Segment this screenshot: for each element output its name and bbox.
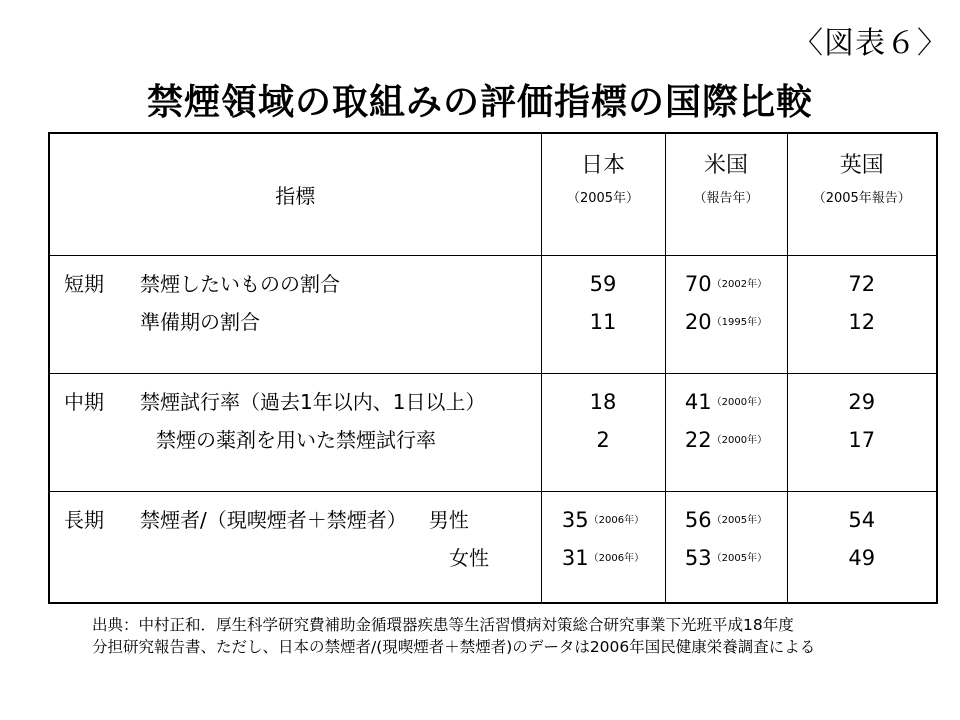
value-number: 18 [589, 389, 617, 414]
source-note [92, 614, 815, 658]
value-number: 56 [684, 507, 712, 532]
figure-label: 〈図表６〉 [793, 26, 948, 61]
table-header-row [49, 133, 937, 255]
gender-male: 男性 [428, 507, 469, 532]
table-row-long-term [49, 491, 937, 603]
category-mid-term: 中期 [64, 389, 104, 414]
cell-uk [787, 491, 937, 603]
cell-us [665, 255, 787, 373]
cell-japan [541, 491, 665, 603]
header-japan-sub: （2005年） [566, 191, 640, 206]
table-row-mid-term [49, 373, 937, 491]
value-year: （2000年） [711, 396, 768, 408]
category-short-term: 短期 [64, 271, 104, 296]
value-number: 41 [684, 389, 712, 414]
value-number: 17 [848, 427, 876, 452]
gender-female: 女性 [449, 545, 489, 570]
value-year: （2002年） [711, 278, 768, 290]
header-japan [541, 133, 665, 255]
cell-japan [541, 373, 665, 491]
value-number: 22 [684, 427, 712, 452]
header-us-sub: （報告年） [693, 191, 759, 206]
value-number: 72 [848, 271, 876, 296]
row-short-term-indicator [49, 255, 541, 373]
cell-uk [787, 255, 937, 373]
row-long-term-indicator [49, 491, 541, 603]
value-number: 59 [589, 271, 617, 296]
value-number: 11 [589, 309, 617, 334]
header-uk-sub: （2005年報告） [812, 191, 911, 206]
cell-uk [787, 373, 937, 491]
value-number: 20 [684, 309, 712, 334]
row-mid-term-indicator [49, 373, 541, 491]
header-japan-country: 日本 [580, 153, 625, 178]
table-row-short-term [49, 255, 937, 373]
value-number: 54 [848, 507, 876, 532]
header-uk-country: 英国 [839, 153, 884, 178]
indicator-text: 禁煙試行率（過去1年以内、1日以上） [140, 389, 486, 414]
indicator-text: 禁煙の薬剤を用いた禁煙試行率 [156, 427, 436, 452]
value-number: 2 [596, 427, 610, 452]
value-year: （2000年） [711, 434, 768, 446]
value-number: 29 [848, 389, 876, 414]
value-number: 70 [684, 271, 712, 296]
header-us [665, 133, 787, 255]
value-year: （2005年） [711, 514, 768, 526]
value-number: 49 [848, 545, 876, 570]
value-number: 35 [561, 507, 589, 532]
source-line-2: 分担研究報告書、ただし、日本の禁煙者/(現喫煙者＋禁煙者)のデータは2006年国民健康栄養調査による [92, 638, 816, 656]
indicator-header: 指標 [49, 133, 541, 255]
cell-us [665, 491, 787, 603]
source-line-1: 出典：中村正和．厚生科学研究費補助金循環器疾患等生活習慣病対策総合研究事業下光班平成18年度 [92, 616, 794, 634]
indicator-table [48, 132, 938, 604]
header-uk [787, 133, 937, 255]
value-year: （2006年） [588, 552, 645, 564]
value-number: 12 [848, 309, 876, 334]
page-title: 禁煙領域の取組みの評価指標の国際比較 [146, 82, 813, 123]
value-number: 31 [561, 545, 589, 570]
cell-japan [541, 255, 665, 373]
header-us-country: 米国 [703, 153, 748, 178]
value-year: （1995年） [711, 316, 768, 328]
value-year: （2006年） [588, 514, 645, 526]
category-long-term: 長期 [64, 507, 104, 532]
cell-us [665, 373, 787, 491]
indicator-text: 禁煙者/（現喫煙者＋禁煙者） [140, 507, 407, 532]
indicator-text: 禁煙したいものの割合 [140, 271, 340, 296]
indicator-text: 準備期の割合 [140, 309, 260, 334]
value-year: （2005年） [711, 552, 768, 564]
value-number: 53 [684, 545, 712, 570]
